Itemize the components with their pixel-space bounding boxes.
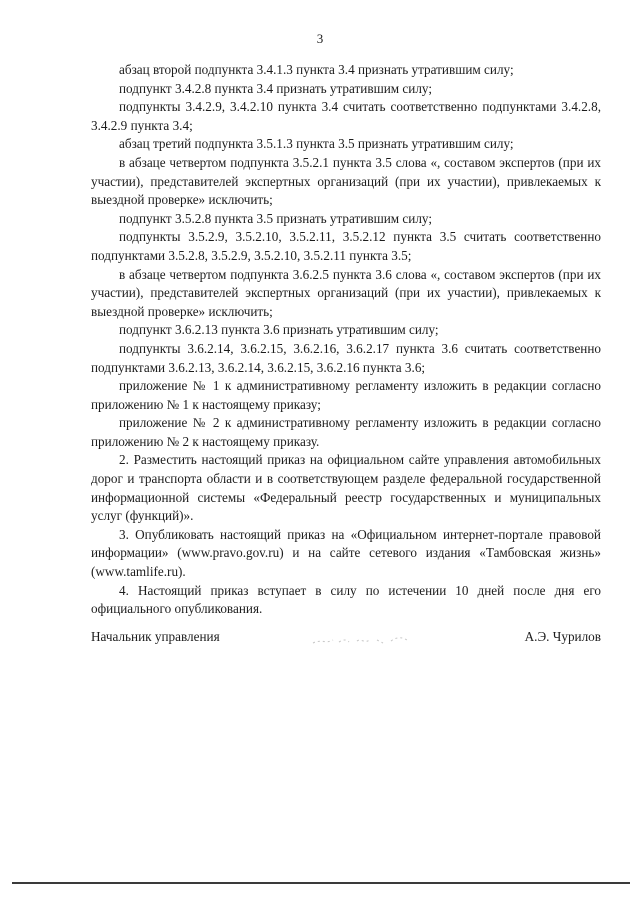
paragraph-item-4-effective-date: 4. Настоящий приказ вступает в силу по истечении 10 дней после дня его официального опубликования. <box>91 582 601 617</box>
paragraph-amendment-3-4-renumber: подпункты 3.4.2.9, 3.4.2.10 пункта 3.4 считать соответственно подпунктами 3.4.2.8, 3.4.2.9 пункта 3.4; <box>91 99 601 133</box>
signatory-position: Начальник управления <box>91 629 220 644</box>
paragraph-amendment-3-6-2-5: в абзаце четвертом подпункта 3.6.2.5 пункта 3.6 слова «, составом экспертов (при их участии), представителей экспертных организаций (при их участии), привлекаемых к выездной проверке» исключить; <box>91 266 601 319</box>
paragraph-amendment-3-5-renumber: подпункты 3.5.2.9, 3.5.2.10, 3.5.2.11, 3.5.2.12 пункта 3.5 считать соответственно подпунктами 3.5.2.8, 3.5.2.9, 3.5.2.10, 3.5.2.11 пункта 3.5; <box>91 229 601 263</box>
paragraph-amendment-3-5-1-3: абзац третий подпункта 3.5.1.3 пункта 3.5 признать утратившим силу; <box>119 136 514 152</box>
paragraph-amendment-3-5-2-8: подпункт 3.5.2.8 пункта 3.5 признать утратившим силу; <box>119 210 433 226</box>
paragraph-amendment-3-6-renumber: подпункты 3.6.2.14, 3.6.2.15, 3.6.2.16, 3.6.2.17 пункта 3.6 считать соответственно подпунктами 3.6.2.13, 3.6.2.14, 3.6.2.15, 3.6.2.16 пункта 3.6; <box>91 340 601 375</box>
handwritten-signature <box>309 632 419 648</box>
paragraph-appendix-2: приложение № 2 к административному регламенту изложить в редакции согласно приложению № 2 к настоящему приказу. <box>91 415 601 449</box>
paragraph-item-3-publish-portal: 3. Опубликовать настоящий приказ на «Официальном интернет-портале правовой информации» (www.pravo.gov.ru) и на сайте сетевого издания «Тамбовская жизнь» (www.tamlife.ru). <box>91 526 601 580</box>
paragraph-amendment-3-5-2-1: в абзаце четвертом подпункта 3.5.2.1 пункта 3.5 слова «, составом экспертов (при их участии), представителей экспертных организаций (при их участии), привлекаемых к выездной проверке» исключить; <box>91 154 601 208</box>
paragraph-appendix-1: приложение № 1 к административному регламенту изложить в редакции согласно приложению № 1 к настоящему приказу; <box>91 378 601 412</box>
document-body <box>91 61 601 619</box>
bottom-rule <box>12 882 630 884</box>
paragraph-amendment-3-4-1-3: абзац второй подпункта 3.4.1.3 пункта 3.4 признать утратившим силу; <box>119 62 514 77</box>
signature-block <box>91 628 601 648</box>
paragraph-item-2-publish-site: 2. Разместить настоящий приказ на официальном сайте управления автомобильных дорог и транспорта области и в соответствующем разделе федеральной государственной информационной системы «Федеральный реестр государственных и муниципальных услуг (функций)». <box>91 452 601 524</box>
signatory-name: А.Э. Чурилов <box>524 629 601 644</box>
paragraph-amendment-3-4-2-8: подпункт 3.4.2.8 пункта 3.4 признать утратившим силу; <box>119 80 433 96</box>
paragraph-amendment-3-6-2-13: подпункт 3.6.2.13 пункта 3.6 признать утратившим силу; <box>119 322 439 338</box>
page-number: 3 <box>316 31 324 46</box>
